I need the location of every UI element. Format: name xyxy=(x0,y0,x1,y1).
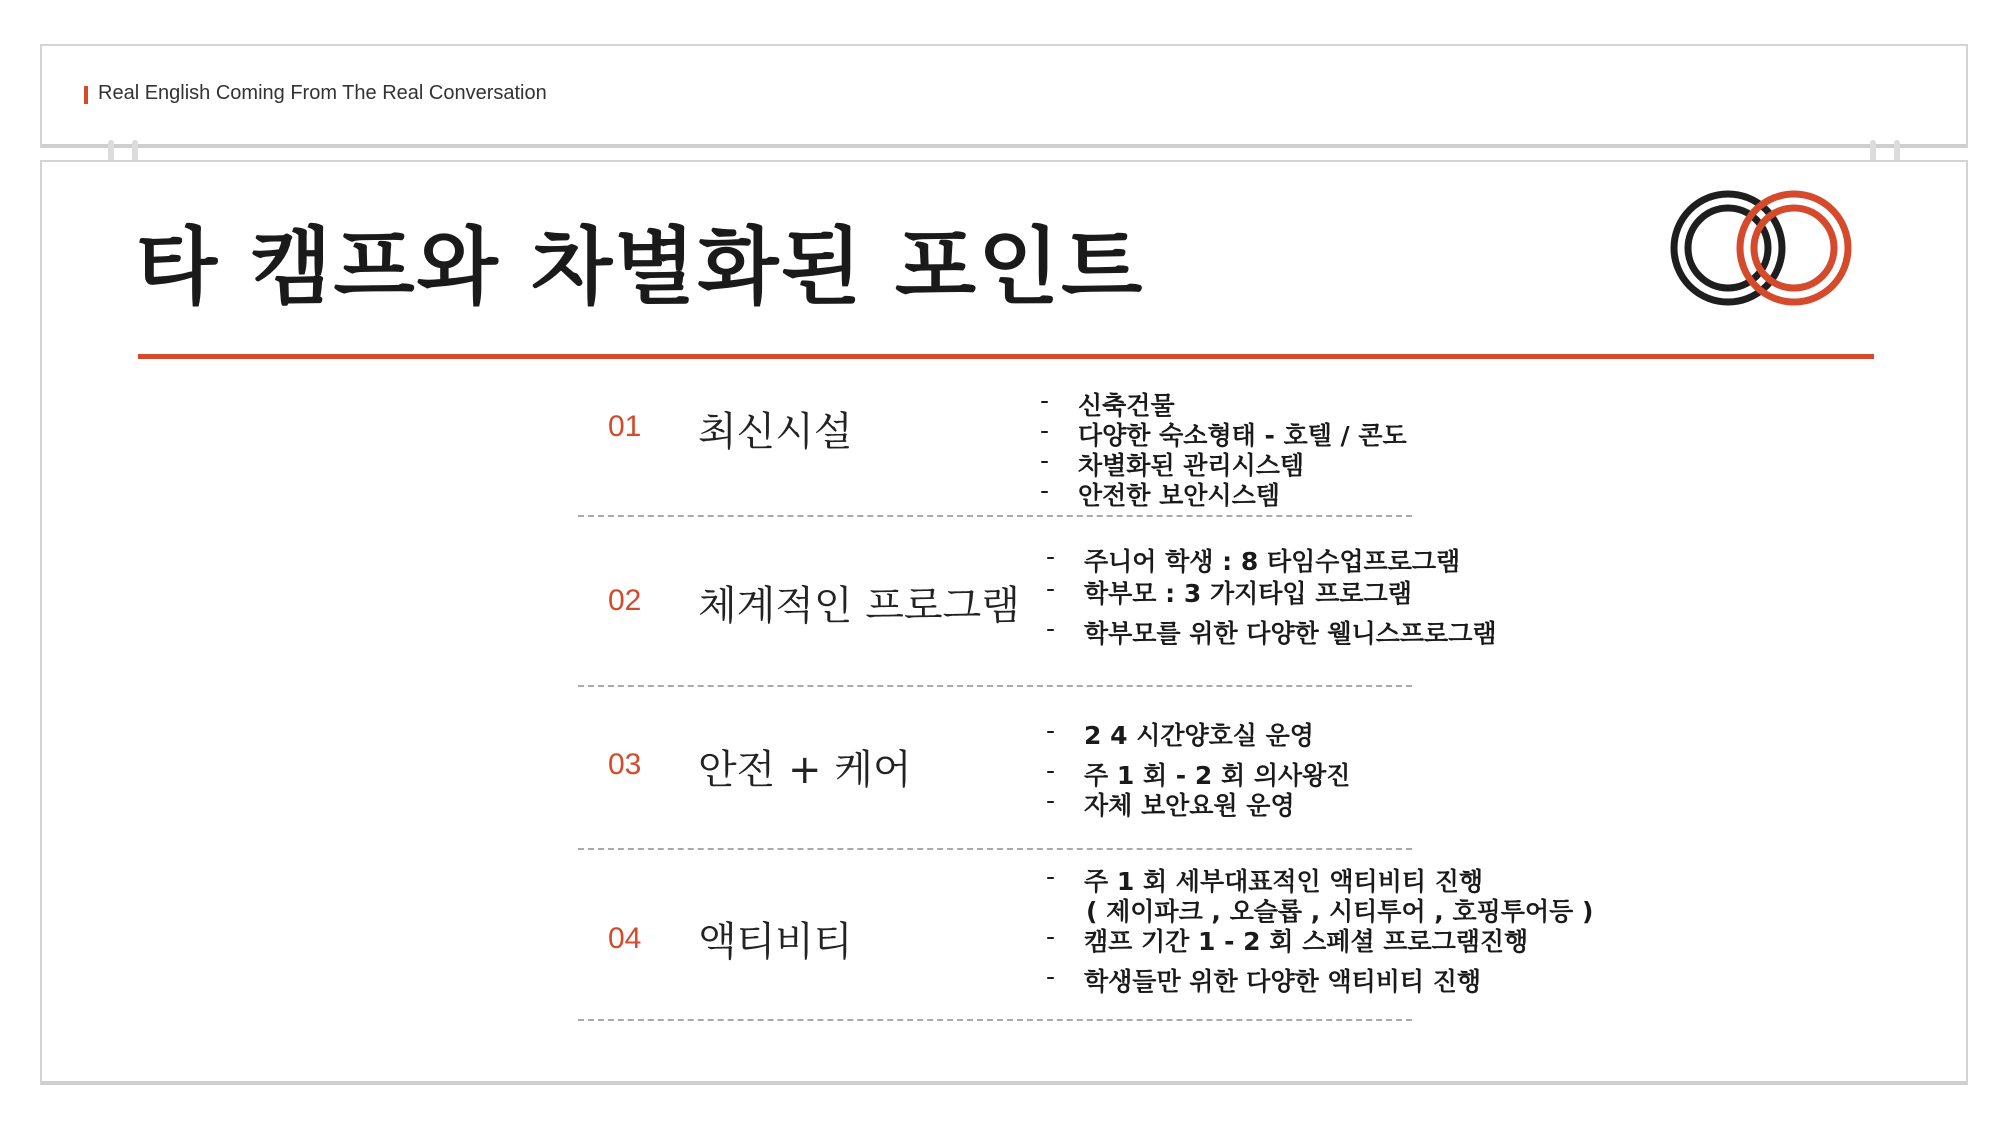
tagline-accent-bar xyxy=(84,86,88,104)
title-underline xyxy=(138,354,1874,359)
row-divider xyxy=(578,685,1412,687)
point-category: 액티비티 xyxy=(698,919,853,965)
point-number: 04 xyxy=(608,922,642,955)
row-divider xyxy=(578,848,1412,850)
point-category: 안전 + 케어 xyxy=(698,747,912,793)
interlocking-rings-logo-icon xyxy=(1668,186,1858,310)
header-card xyxy=(40,44,1968,148)
tagline: Real English Coming From The Real Conversation xyxy=(98,82,547,104)
point-number: 02 xyxy=(608,584,642,617)
page-title: 타 캠프와 차별화된 포인트 xyxy=(136,218,1145,316)
point-category: 최신시설 xyxy=(698,409,853,455)
row-divider xyxy=(578,515,1412,517)
point-number: 03 xyxy=(608,748,642,781)
point-category: 체계적인 프로그램 xyxy=(698,583,1020,629)
row-divider xyxy=(578,1019,1412,1021)
point-number: 01 xyxy=(608,410,642,443)
